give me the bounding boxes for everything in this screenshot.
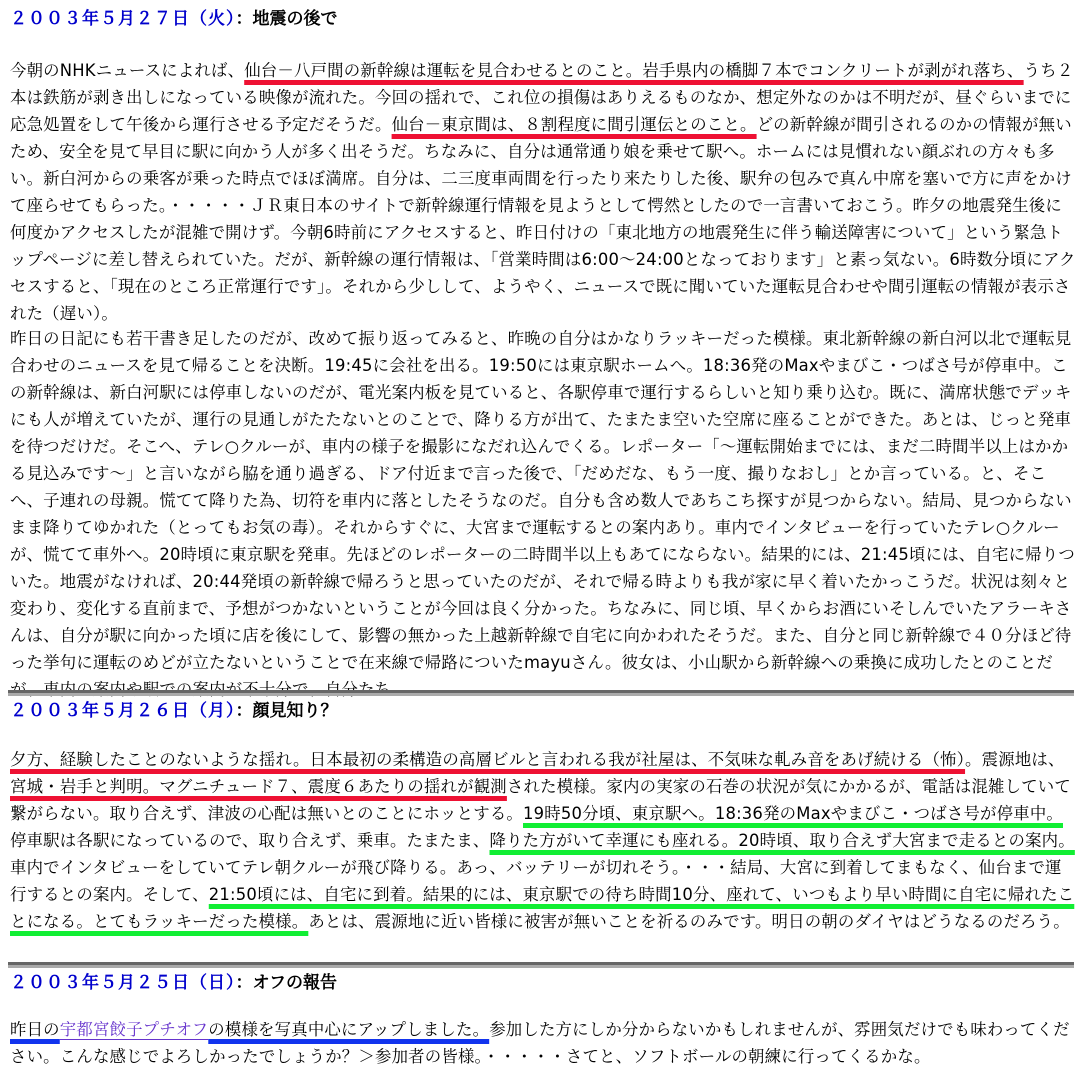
entry-title: 地震の後で [252,9,338,29]
diary-entry-0527 [10,8,1076,327]
text-run: あとは、震源地に近い皆様に被害が無いことを祈るのみです。明日の朝のダイヤはどうなるのだろう。 [308,912,1070,931]
entry-divider [8,690,1074,696]
text-run: 車内でインタビューをしていてテレ朝クルーが飛び降りる。あっ、バッテリーが切れそう。・・・結局、大宮に到着してまもなく、仙台まで運行するとの案内。そして、 [10,858,1062,904]
highlighted-text: 降りた方がいて幸運にも座れる。20時頃、取り合えず大宮まで走るとの案内。 [489,831,1075,850]
entry-heading [10,972,1076,994]
text-run: うち２本は鉄筋が剥き出しになっている映像が流れた。今回の揺れで、これ位の損傷はありえるものなか、想定外なのかは不明だが、昼ぐらいまでに応急処置をして午後から運行させる予定だそうだ。 [10,61,1074,134]
text-run: 停車駅は各駅になっているので、取り合えず、乗車。たまたま、 [10,831,490,850]
entry-paragraph-clipped [10,325,1076,699]
entry-paragraph [10,1016,1076,1070]
entry-paragraph [10,746,1076,935]
entry-heading [10,8,1076,30]
diary-entry-0525 [10,972,1076,1070]
entry-paragraph [10,57,1076,327]
text-run: どの新幹線が間引されるのかの情報が無いため、安全を見て早目に駅に向かう人が多く出そうだ。ちなみに、自分は通常通り娘を乗せて駅へ。ホームには見慣れない顔ぶれの方々も多い。新白河からの乗客が乗った時点でほぼ満席。自分は、二三度車両間を行ったり来たりした後、駅弁の包みで真ん中席を塞いで方に声をかけて座らせてもらった。・・・・・ＪＲ東日本のサイトで新幹線運行情報を見ようとして愕然としたので一言書いておこう。昨夕の地震発生後に何度かアクセスしたが混雑で開けず。今朝6時前にアクセスすると、昨日付けの「東北地方の地震発生に伴う輸送障害について」という緊急トップページに差し替えられていた。だが、新幹線の運行情報は、「営業時間は6:00～24:00となっております」と素っ気ない。6時数分頃にアクセスすると、「現在のところ正常運行です」。それから少しして、ようやく、ニュースで既に聞いていた運転見合わせや間引運転の情報が表示された（遅い）。 [10,115,1076,323]
text-run: 今朝のNHKニュースによれば、 [10,61,245,80]
highlighted-text: の模様を写真中心にアップしました。 [208,1020,490,1039]
puchi-off-link[interactable]: 宇都宮餃子プチオフ [59,1020,209,1039]
highlighted-text: 昨日の [10,1020,60,1039]
entry-divider [8,962,1074,968]
entry-title: 顔見知り？ [252,701,338,721]
text-run: 参加した方にしか分からないかもしれませんが、雰囲気だけでも味わってください。こんな感じでよろしかったでしょうか？＞参加者の皆様。・・・・・さてと、ソフトボールの朝練に行ってくるかな。 [10,1020,1070,1066]
text-run: された模様。家内の実家の石巻の状況が気にかかるが、電話は混雑していて繋がらない。取り合えず、津波の心配は無いとのことにホッとする。 [10,777,1071,823]
heading-colon: ： [235,973,253,993]
highlighted-text: 21:50頃には、自宅に到着。結果的には、東京駅での待ち時間10分、座れて、いつもより早い時間に自宅に帰れたことになる。とてもラッキーだった模様。 [10,885,1075,931]
highlighted-text: 仙台－東京間は、８割程度に間引運伝とのこと。 [391,115,757,134]
highlighted-text: 仙台－八戸間の新幹線は運転を見合わせるとのこと。岩手県内の橋脚７本でコンクリートが剥がれ落ち、 [244,61,1024,80]
text-run: 。震源地は、 [965,750,1065,769]
diary-entry-0526 [10,700,1076,935]
heading-colon: ： [235,9,253,29]
highlighted-text: 宮城・岩手と判明。マグニチュード７、震度６あたりの揺れが観測 [10,777,507,796]
highlighted-text: 夕方、経験したことのないような揺れ。日本最初の柔構造の高層ビルと言われる我が社屋は、不気味な軋み音をあげ続ける（怖） [10,750,966,769]
heading-colon: ： [235,701,253,721]
entry-date: ２００３年５月２７日（火） [10,9,236,29]
entry-title: オフの報告 [252,973,337,993]
entry-paragraph: 昨日の日記にも若干書き足したのだが、改めて振り返ってみると、昨晩の自分はかなりラッキーだった模様。東北新幹線の新白河以北で運転見合わせのニュースを見て帰ることを決断。19:45に会社を出る。19:50には東京駅ホームへ。18:36発のMaxやまびこ・つばさ号が停車中。この新幹線は、新白河駅には停車しないのだが、電光案内板を見ていると、各駅停車で運行するらしいと知り乗り込む。既に、満席状態でデッキにも人が増えていたが、運行の見通しがたたないとのことで、降りる方が出て、たまたま空いた空席に座ることができた。あとは、じっと発車を待つだけだ。そこへ、テレ○クルーが、車内の様子を撮影になだれ込んでくる。レポーター「～運転開始までには、まだ二時間半以上はかかる見込みです～」と言いながら脇を通り過ぎる、ドア付近まで言った後で、「だめだな、もう一度、撮りなおし」とか言っている。と、そこへ、子連れの母親。慌てて降りた為、切符を車内に落としたそうなのだ。自分も含め数人であちこち探すが見つからない。結局、見つからないまま降りてゆかれた（とってもお気の毒）。それからすぐに、大宮まで運転するとの案内あり。車内でインタビューを行っていたテレ○クルーが、慌てて車外へ。20時頃に東京駅を発車。先ほどのレポーターの二時間半以上もあてにならない。結果的には、21:45頃には、自宅に帰りついた。地震がなければ、20:44発頃の新幹線で帰ろうと思っていたのだが、それで帰る時よりも我が家に早く着いたかっこうだ。状況は刻々と変わり、変化する直前まで、予想がつかないということが今回は良く分かった。ちなみに、同じ頃、早くからお酒にいそしんでいたアラーキさんは、自分が駅に向かった頃に店を後にして、影響の無かった上越新幹線で自宅に向かわれたそうだ。また、自分と同じ新幹線で４０分ほど待った挙句に運転のめどが立たないということで在来線で帰路についたmayuさん。彼女は、小山駅から新幹線への乗換に成功したとのことだが、車内の案内や駅での案内が不十分で、自分たち [10,329,1075,699]
entry-date: ２００３年５月２５日（日） [10,973,236,993]
highlighted-text: 19時50分頃、東京駅へ。18:36発のMaxやまびこ・つばさ号が停車中。 [523,804,1063,823]
entry-date: ２００３年５月２６日（月） [10,701,236,721]
entry-heading [10,700,1076,722]
